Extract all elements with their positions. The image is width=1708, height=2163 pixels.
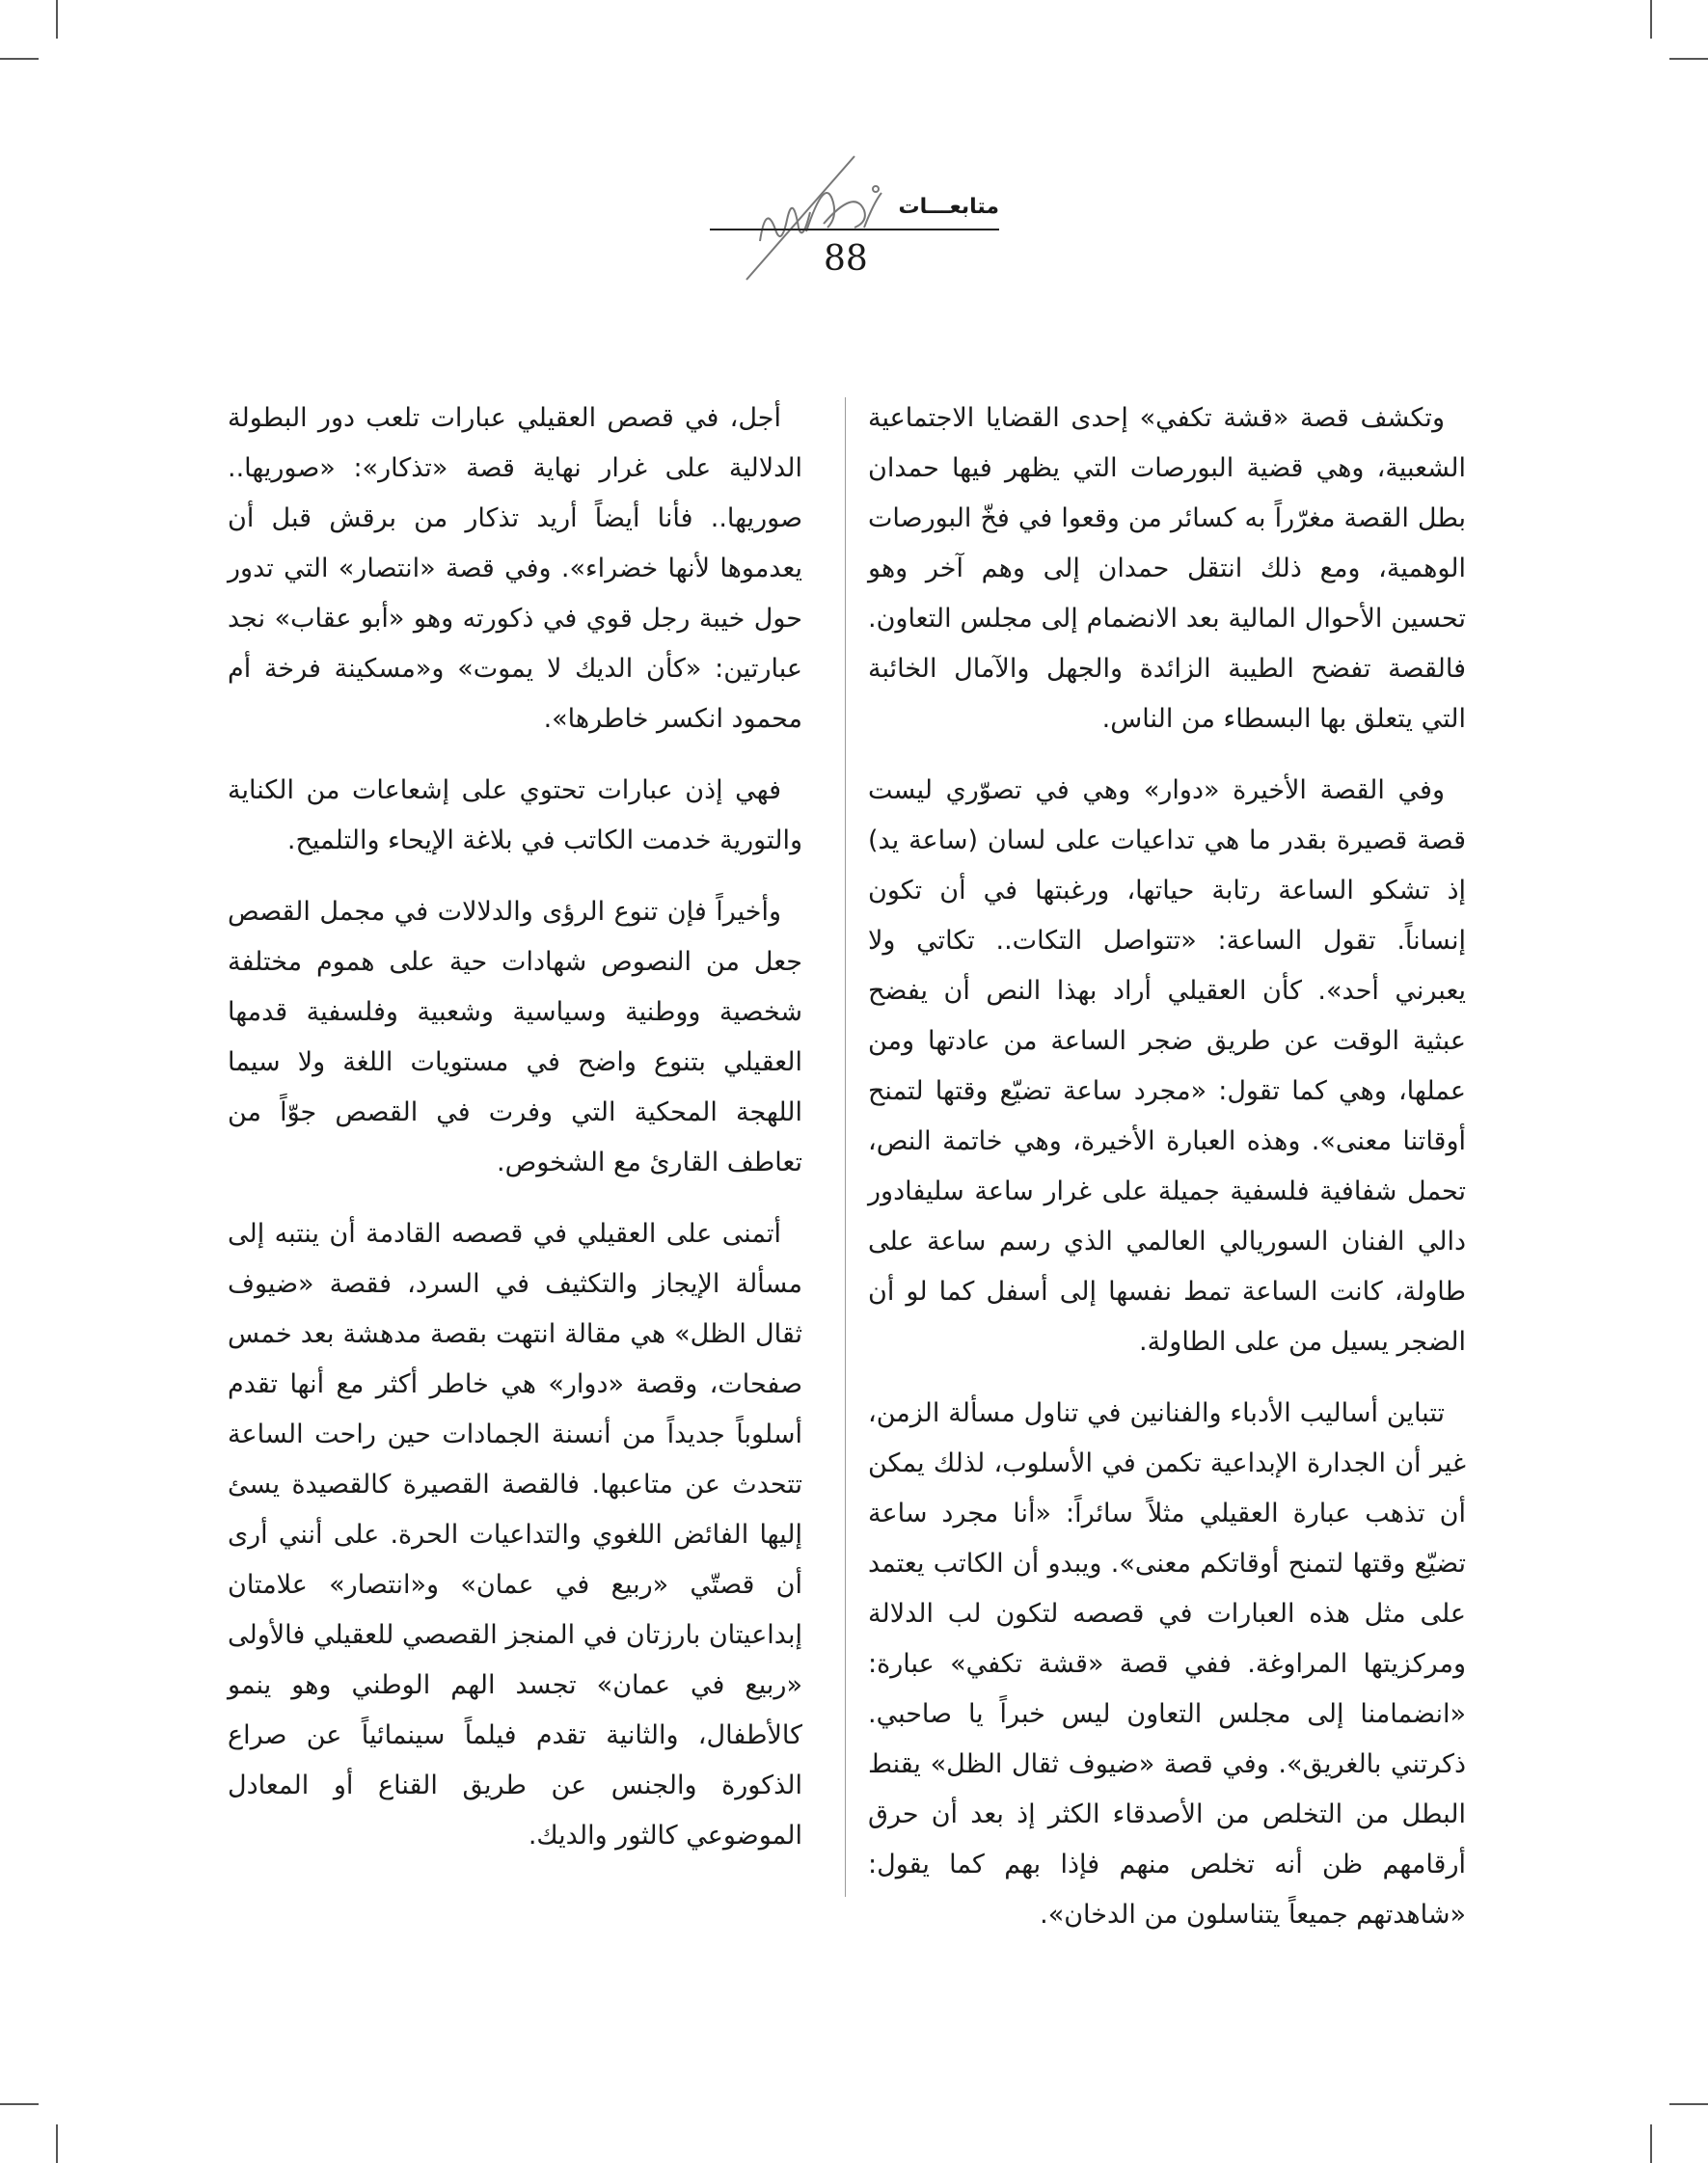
header-rule (710, 229, 999, 230)
crop-mark (0, 58, 39, 60)
paragraph: وأخيراً فإن تنوع الرؤى والدلالات في مجمل القصص جعل من النصوص شهادات حية على هموم مختلفة شخصية ووطنية وسياسية وشعبية وفلسفية قدمها العقيلي بتنوع واضح في مستويات اللغة ولا سيما اللهجة المحكية التي وفرت في القصص جوّاً من تعاطف القارئ مع الشخوص. (228, 897, 802, 1177)
paragraph: فهي إذن عبارات تحتوي على إشعاعات من الكناية والتورية خدمت الكاتب في بلاغة الإيحاء والتلميح. (228, 775, 802, 855)
crop-mark (0, 2103, 39, 2105)
section-title: متابعـــات (898, 195, 999, 219)
crop-mark (1650, 0, 1652, 39)
crop-mark (1669, 58, 1708, 60)
page-number: 88 (824, 239, 868, 279)
paragraph: وتكشف قصة «قشة تكفي» إحدى القضايا الاجتماعية الشعبية، وهي قضية البورصات التي يظهر فيها حمدان بطل القصة مغرّراً به كسائر من وقعوا في فخّ البورصات الوهمية، ومع ذلك انتقل حمدان إلى وهم آخر وهو تحسين الأحوال المالية بعد الانضمام إلى مجلس التعاون. فالقصة تفضح الطيبة الزائدة والجهل والآمال الخائبة التي يتعلق بها البسطاء من الناس. (868, 403, 1466, 734)
paragraph: أجل، في قصص العقيلي عبارات تلعب دور البطولة الدلالية على غرار نهاية قصة «تذكار»: «صوريها.. صوريها.. فأنا أيضاً أريد تذكار من برقش قبل أن يعدموها لأنها خضراء». وفي قصة «انتصار» التي تدور حول خيبة رجل قوي في ذكورته وهو «أبو عقاب» نجد عبارتين: «كأن الديك لا يموت» و«مسكينة فرخة أم محمود انكسر خاطرها». (228, 403, 802, 734)
crop-mark (1669, 2103, 1708, 2105)
right-column (868, 393, 1466, 1961)
paragraph: أتمنى على العقيلي في قصصه القادمة أن ينتبه إلى مسألة الإيجاز والتكثيف في السرد، فقصة «ضيوف ثقال الظل» هي مقالة انتهت بقصة مدهشة بعد خمس صفحات، وقصة «دوار» هي خاطر أكثر مع أنها تقدم أسلوباً جديداً من أنسنة الجمادات حين راحت الساعة تتحدث عن متاعبها. فالقصة القصيرة كالقصيدة يسئ إليها الفائض اللغوي والتداعيات الحرة. على أنني أرى أن قصتّي «ربيع في عمان» و«انتصار» علامتان إبداعيتان بارزتان في المنجز القصصي للعقيلي فالأولى «ربيع في عمان» تجسد الهم الوطني وهو ينمو كالأطفال، والثانية تقدم فيلماً سينمائياً عن صراع الذكورة والجنس عن طريق القناع أو المعادل الموضوعي كالثور والديك. (228, 1219, 802, 1851)
crop-mark (56, 2124, 58, 2163)
crop-mark (56, 0, 58, 39)
column-divider (845, 397, 846, 1897)
paragraph: وفي القصة الأخيرة «دوار» وهي في تصوّري ليست قصة قصيرة بقدر ما هي تداعيات على لسان (ساعة يد) إذ تشكو الساعة رتابة حياتها، ورغبتها في أن تكون إنساناً. تقول الساعة: «تتواصل التكات.. تكاتي ولا يعبرني أحد». كأن العقيلي أراد بهذا النص أن يفضح عبثية الوقت عن طريق ضجر الساعة من عادتها ومن عملها، وهي كما تقول: «مجرد ساعة تضيّع وقتها لتمنح أوقاتنا معنى». وهذه العبارة الأخيرة، وهي خاتمة النص، تحمل شفافية فلسفية جميلة على غرار ساعة سليفادور دالي الفنان السوريالي العالمي الذي رسم ساعة على طاولة، كانت الساعة تمط نفسها إلى أسفل كما لو أن الضجر يسيل من على الطاولة. (868, 775, 1466, 1357)
paragraph: تتباين أساليب الأدباء والفنانين في تناول مسألة الزمن، غير أن الجدارة الإبداعية تكمن في الأسلوب، لذلك يمكن أن تذهب عبارة العقيلي مثلاً سائراً: «أنا مجرد ساعة تضيّع وقتها لتمنح أوقاتكم معنى». ويبدو أن الكاتب يعتمد على مثل هذه العبارات في قصصه لتكون لب الدلالة ومركزيتها المراوغة. ففي قصة «قشة تكفي» عبارة: «انضمامنا إلى مجلس التعاون ليس خبراً يا صاحبي. ذكرتني بالغريق». وفي قصة «ضيوف ثقال الظل» يقنط البطل من التخلص من الأصدقاء الكثر إذ بعد أن حرق أرقامهم ظن أنه تخلص منهم فإذا بهم كما يقول: «شاهدتهم جميعاً يتناسلون من الدخان». (868, 1398, 1466, 1930)
crop-mark (1650, 2124, 1652, 2163)
left-column (228, 393, 802, 1882)
page-header (710, 135, 999, 289)
